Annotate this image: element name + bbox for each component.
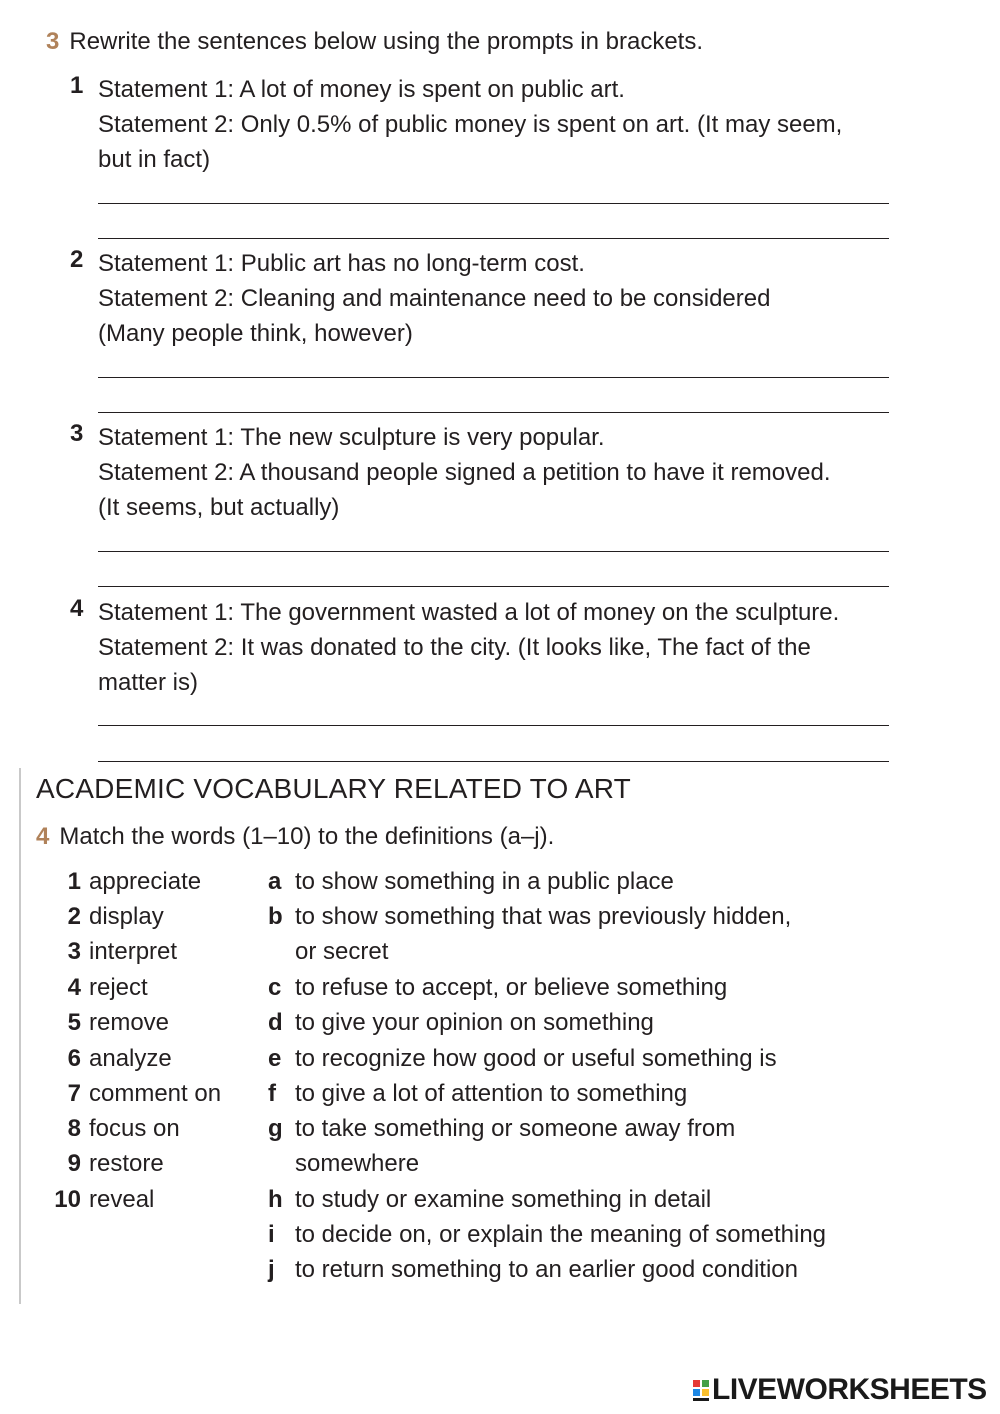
word-text: reveal xyxy=(89,1186,155,1213)
exercise-4-number: 4 xyxy=(36,823,50,850)
item-line: Statement 2: Cleaning and maintenance need to be considered xyxy=(98,285,771,312)
item-text xyxy=(98,420,890,525)
exercise-4-heading xyxy=(36,823,554,851)
word-number: 10 xyxy=(54,1186,81,1213)
definition-text: to give a lot of attention to something xyxy=(295,1080,688,1107)
exercise-3-instruction: Rewrite the sentences below using the prompts in brackets. xyxy=(69,28,704,55)
item-line: matter is) xyxy=(98,669,199,696)
answer-line-3b[interactable] xyxy=(98,586,889,587)
answer-line-3a[interactable] xyxy=(98,551,889,552)
item-number: 4 xyxy=(70,595,84,622)
item-line: Statement 1: The new sculpture is very popular. xyxy=(98,424,605,451)
definition-letter: b xyxy=(268,903,283,930)
word-number: 9 xyxy=(67,1150,81,1177)
item-line: Statement 1: Public art has no long-term cost. xyxy=(98,250,585,277)
definition-letter: h xyxy=(268,1186,283,1213)
item-line: Statement 1: The government wasted a lot of money on the sculpture. xyxy=(98,599,840,626)
word-text: analyze xyxy=(89,1045,172,1072)
answer-line-1a[interactable] xyxy=(98,203,889,204)
definition-text: to return something to an earlier good condition xyxy=(295,1256,798,1283)
exercise-3-number: 3 xyxy=(46,28,60,55)
definition-text: to give your opinion on something xyxy=(295,1009,654,1036)
brand-text: LIVEWORKSHEETS xyxy=(712,1373,987,1406)
word-number: 7 xyxy=(67,1080,81,1107)
item-line: Statement 2: Only 0.5% of public money is spent on art. (It may seem, xyxy=(98,111,843,138)
definition-letter: f xyxy=(268,1080,276,1107)
item-line: (Many people think, however) xyxy=(98,320,413,347)
word-text: restore xyxy=(89,1150,164,1177)
liveworksheets-logo-icon xyxy=(692,1379,712,1403)
definition-letter: e xyxy=(268,1045,282,1072)
word-text: display xyxy=(89,903,164,930)
word-number: 8 xyxy=(67,1115,81,1142)
item-number: 1 xyxy=(70,72,84,99)
item-text xyxy=(98,595,890,700)
definition-letter: j xyxy=(268,1256,275,1283)
word-text: focus on xyxy=(89,1115,180,1142)
item-text xyxy=(98,246,890,351)
item-line: Statement 2: A thousand people signed a petition to have it removed. xyxy=(98,459,831,486)
definition-text: to decide on, or explain the meaning of something xyxy=(295,1221,827,1248)
definition-text: to study or examine something in detail xyxy=(295,1186,712,1213)
word-text: appreciate xyxy=(89,868,202,895)
definition-text: to recognize how good or useful something is xyxy=(295,1045,777,1072)
definition-text: somewhere xyxy=(295,1150,420,1177)
definition-letter: g xyxy=(268,1115,283,1142)
definition-text: to refuse to accept, or believe something xyxy=(295,974,728,1001)
item-line: Statement 1: A lot of money is spent on public art. xyxy=(98,76,625,103)
item-text xyxy=(98,72,890,177)
answer-line-2a[interactable] xyxy=(98,377,889,378)
word-number: 3 xyxy=(67,938,81,965)
section-title: ACADEMIC VOCABULARY RELATED TO ART xyxy=(36,773,631,804)
answer-line-2b[interactable] xyxy=(98,412,889,413)
item-line: Statement 2: It was donated to the city. (It looks like, The fact of the xyxy=(98,634,811,661)
word-number: 1 xyxy=(67,868,81,895)
item-number: 2 xyxy=(70,246,84,273)
answer-line-1b[interactable] xyxy=(98,238,889,239)
section-side-rule xyxy=(19,768,21,1304)
item-number: 3 xyxy=(70,420,84,447)
definition-text: to show something in a public place xyxy=(295,868,674,895)
item-line: but in fact) xyxy=(98,146,211,173)
definition-letter: c xyxy=(268,974,282,1001)
definition-letter: i xyxy=(268,1221,275,1248)
answer-line-4a[interactable] xyxy=(98,725,889,726)
exercise-3-heading xyxy=(46,28,703,56)
word-text: interpret xyxy=(89,938,178,965)
definition-text: or secret xyxy=(295,938,389,965)
word-text: comment on xyxy=(89,1080,222,1107)
word-text: reject xyxy=(89,974,148,1001)
answer-line-4b[interactable] xyxy=(98,761,889,762)
word-number: 4 xyxy=(67,974,81,1001)
definition-text: to show something that was previously hidden, xyxy=(295,903,792,930)
definition-text: to take something or someone away from xyxy=(295,1115,736,1142)
exercise-4-instruction: Match the words (1–10) to the definitions (a–j). xyxy=(59,823,555,850)
word-text: remove xyxy=(89,1009,170,1036)
word-number: 5 xyxy=(67,1009,81,1036)
word-number: 2 xyxy=(67,903,81,930)
word-number: 6 xyxy=(67,1045,81,1072)
definition-letter: d xyxy=(268,1009,283,1036)
item-line: (It seems, but actually) xyxy=(98,494,340,521)
definition-letter: a xyxy=(268,868,282,895)
